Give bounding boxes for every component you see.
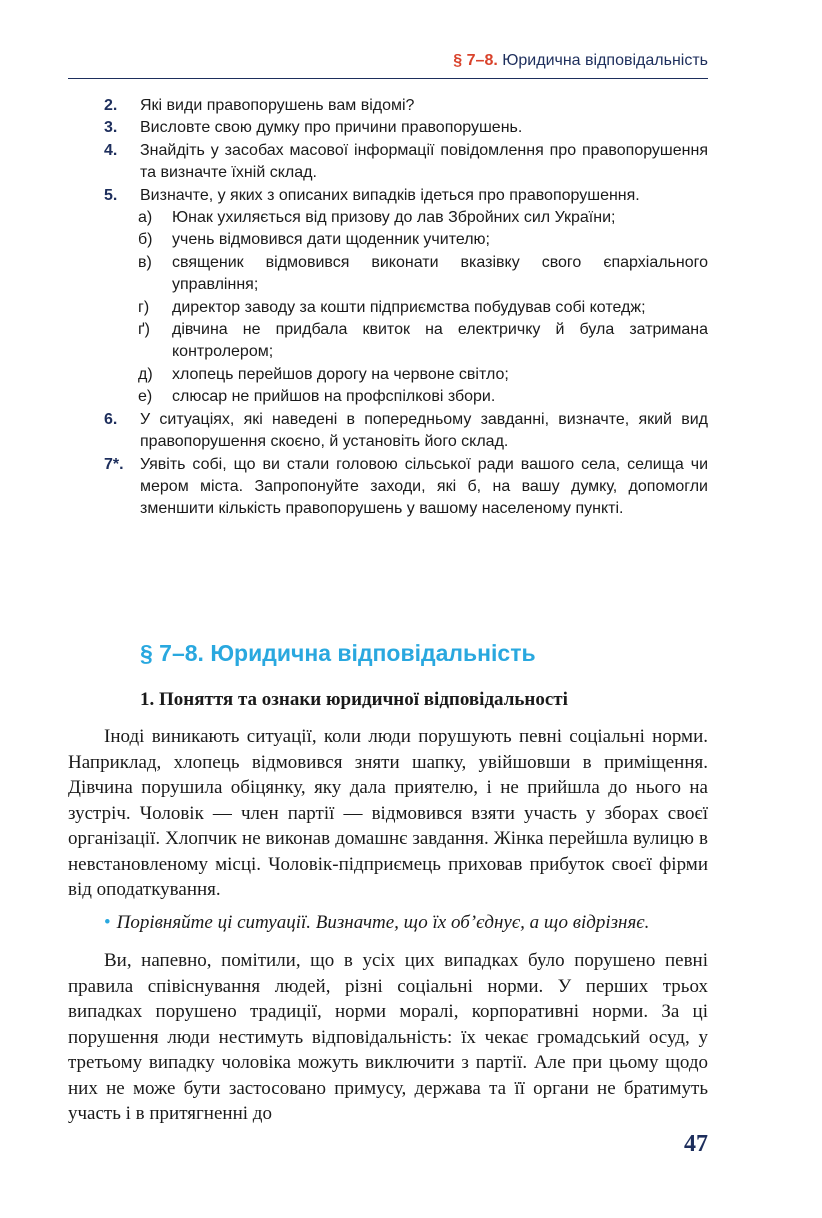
question-item — [104, 117, 708, 139]
question-number: 4. — [104, 141, 118, 159]
question-number: 2. — [104, 97, 118, 114]
task-prompt — [104, 912, 714, 934]
body-paragraph — [68, 948, 708, 1127]
question-item — [104, 140, 708, 185]
bullet-icon: • — [104, 912, 111, 933]
case-item — [138, 252, 708, 297]
case-item — [138, 386, 708, 408]
question-item — [104, 454, 708, 521]
question-item — [104, 185, 708, 207]
task-text: Порівняйте ці ситуації. Визначте, що їх об’єднує, а що відрізняє. — [116, 912, 650, 933]
case-text: учень відмовився дати щоденник учителю; — [172, 231, 490, 249]
case-letter: г) — [138, 298, 150, 316]
case-letter: б) — [138, 231, 153, 249]
header-section-number: § 7–8. — [453, 52, 498, 69]
case-letter: в) — [138, 253, 152, 271]
page-number: 47 — [684, 1131, 708, 1157]
running-header — [68, 52, 708, 79]
question-text: Визначте, у яких з описаних випадків ідеться про правопорушення. — [140, 186, 640, 204]
case-letter: д) — [138, 365, 153, 383]
question-item — [104, 409, 708, 454]
case-text: дівчина не придбала квиток на електричку й була затримана контролером; — [172, 321, 708, 361]
question-item — [104, 95, 708, 117]
question-text: У ситуаціях, які наведені в попередньому завданні, визначте, який вид правопорушення скоєно, й установіть його склад. — [140, 410, 708, 451]
case-item — [138, 297, 708, 319]
case-letter: ґ) — [138, 321, 150, 339]
case-item — [138, 207, 708, 229]
case-text: священик відмовився виконати вказівку свого єпархіального управління; — [172, 253, 708, 294]
case-text: хлопець перейшов дорогу на червоне світло; — [172, 365, 509, 383]
paragraph-text: Іноді виникають ситуації, коли люди порушують певні соціальні норми. Наприклад, хлопець відмовився зняти шапку, увійшовши в приміщення. Дівчина порушила обіцянку, яку дала приятелю, і не прийшла до нього на зустріч. Чоловік — член партії — відмовився взяти участь у зборах своєї організації. Хлопчик не виконав домашнє завдання. Жінка перейшла вулицю в невстановленому місці. Чоловік-підприємець приховав прибуток своєї фірми від оподаткування. — [68, 726, 708, 900]
case-letter: а) — [138, 209, 153, 227]
question-number: 3. — [104, 119, 118, 137]
questions-list — [104, 95, 708, 521]
case-text: слюсар не прийшов на профспілкові збори. — [172, 388, 496, 406]
header-title: Юридична відповідальність — [502, 52, 708, 69]
question-text: Знайдіть у засобах масової інформації повідомлення про правопорушення та визначте їхній склад. — [140, 141, 708, 182]
case-text: директор заводу за кошти підприємства побудував собі котедж; — [172, 298, 646, 316]
question-number: 7*. — [104, 455, 124, 473]
case-item — [138, 229, 708, 251]
paragraph-text: Ви, напевно, помітили, що в усіх цих випадках було порушено певні правила співіснування людей, різні соціальні норми. У перших трьох випадках порушено традиції, норми моралі, корпоративні норми. За ці порушення люди нестимуть відповідальність: їх чекає громадський осуд, у третьому випадку чоловіка можуть виключити з партії. Але при цьому щодо них не може бути застосовано примусу, держава та її органи не братимуть участь і в притягненні до — [68, 950, 708, 1124]
question-text: Які види правопорушень вам відомі? — [140, 97, 415, 114]
question-number: 6. — [104, 410, 118, 428]
case-letter: е) — [138, 388, 153, 406]
section-title: § 7–8. Юридична відповідальність — [140, 640, 536, 666]
question-text: Уявіть собі, що ви стали головою сільської ради вашого села, селища чи мером міста. Запропонуйте заходи, які б, на вашу думку, допомогли зменшити кількість правопорушень у вашому населеному пункті. — [140, 455, 708, 518]
case-item — [138, 319, 708, 364]
subsection-title: 1. Поняття та ознаки юридичної відповідальності — [140, 689, 568, 710]
case-item — [138, 364, 708, 386]
question-text: Висловте свою думку про причини правопорушень. — [140, 119, 523, 137]
body-paragraph — [68, 724, 708, 903]
case-text: Юнак ухиляється від призову до лав Збройних сил України; — [172, 209, 616, 227]
question-number: 5. — [104, 186, 118, 204]
